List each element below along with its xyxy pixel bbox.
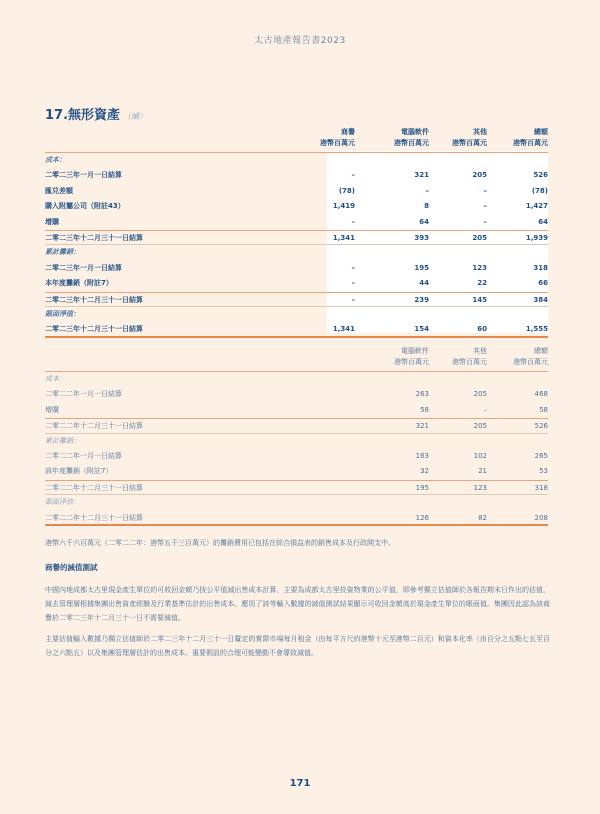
column-header-total: 總額 港幣百萬元	[513, 128, 548, 147]
column-header-total: 總額 港幣百萬元	[513, 347, 548, 366]
table-header-row	[45, 346, 548, 372]
table-row: 本年度攤銷（附註7） – 44 22 66	[45, 279, 548, 288]
table-row: 增購 58 – 58	[45, 405, 548, 414]
table-row: 二零二三年一月一日結算 – 195 123 318	[45, 263, 548, 272]
impairment-paragraph-2: 主要估值輸入數據乃獨立估值師於二零二三年十二月三十一日釐定的實際市場每月租金（由每平方尺約港幣十元至港幣二百元）和資本化率（由百分之五點七五至百分之六點五）以及集團管理層估計的出售成本。重要假設的合理可能變動不會導致減值。	[45, 635, 550, 657]
table-row: 成本：	[45, 375, 66, 383]
table-row: 匯兑差額 (78) – – (78)	[45, 186, 548, 195]
table-row: 購入附屬公司（附註43） 1,419 8 – 1,427	[45, 202, 548, 211]
table-row-net-book-value: 二零二二年十二月三十一日結算 126 82 208	[45, 511, 548, 526]
intangible-assets-table-2022	[45, 346, 548, 526]
table-row: 成本：	[45, 156, 66, 164]
table-header-row	[45, 127, 548, 153]
column-header-software: 電腦軟件 港幣百萬元	[394, 128, 429, 147]
table-row: 賬面淨值：	[45, 309, 80, 318]
impairment-heading: 商譽的減值測試	[45, 563, 98, 572]
amortisation-note: 港幣六千六百萬元（二零二二年：港幣五千三百萬元）的攤銷費用已包括在綜合損益表的銷售成本及行政開支中。	[45, 539, 395, 547]
impairment-paragraph-1: 中國內地成都太古里現金產生單位的可收回金額乃按公平值減出售成本計算，主要為成都太古里投資物業的公平值，即參考獨立估值師於各報告期末日作出的估值，減去管理層根據集團出售資產經驗及行業基準估計的出售成本。應用了該等輸入數據的減值測試結果顯示可收回金額高於現金產生單位的賬面值。集團因此認為該商譽於二零二三年十二月三十一日不需要減值。	[45, 586, 550, 622]
table-row-subtotal: 二零二三年十二月三十一日結算 1,341 393 205 1,939	[45, 230, 548, 245]
table-row: 累計攤銷：	[45, 248, 80, 257]
table-row: 賬面淨值：	[45, 498, 80, 507]
intangible-assets-table-2023	[45, 127, 548, 338]
section-title-text: 17.無形資產	[45, 108, 121, 123]
page-number: 171	[289, 778, 311, 789]
table-row: 二零二二年一月一日結算 263 205 468	[45, 390, 548, 399]
table-row-subtotal: 二零二三年十二月三十一日結算 – 239 145 384	[45, 292, 548, 307]
column-header-software: 電腦軟件 港幣百萬元	[394, 347, 429, 366]
table-row: 增購 – 64 – 64	[45, 217, 548, 226]
report-header: 太古地產報告書2023	[254, 36, 346, 46]
column-header-other: 其他 港幣百萬元	[452, 347, 487, 366]
table-row: 累計攤銷：	[45, 436, 80, 445]
section-title	[45, 104, 147, 123]
continued-marker: （續）	[123, 112, 148, 121]
table-row-net-book-value: 二零二三年十二月三十一日結算 1,341 154 60 1,555	[45, 322, 548, 337]
table-row-subtotal: 二零二二年十二月三十一日結算 321 205 526	[45, 418, 548, 433]
table-row: 二零二三年一月一日結算 – 321 205 526	[45, 171, 548, 180]
column-header-goodwill: 商譽 港幣百萬元	[320, 128, 355, 147]
column-header-other: 其他 港幣百萬元	[452, 128, 487, 147]
table-row: 二零二二年一月一日結算 163 102 265	[45, 451, 548, 460]
table-row-subtotal: 二零二二年十二月三十一日結算 195 123 318	[45, 480, 548, 495]
table-row: 該年度攤銷（附註7） 32 21 53	[45, 467, 548, 476]
